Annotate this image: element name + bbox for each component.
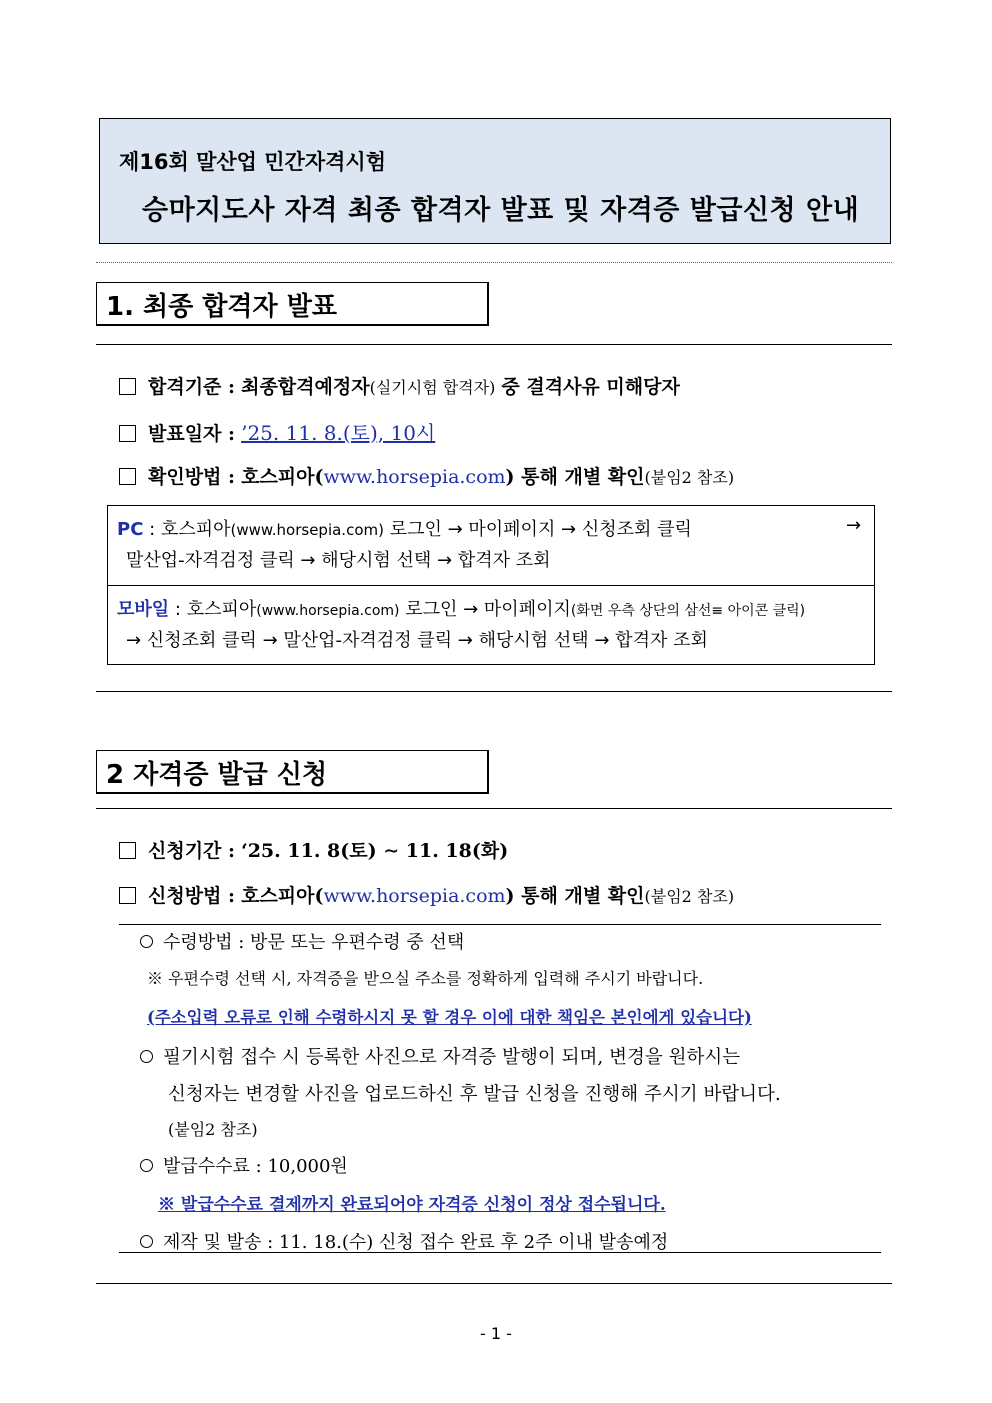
mobile-instructions-line1 [117,595,805,621]
horsepia-link[interactable]: www.horsepia.com [323,466,506,488]
pc-instructions-line2: 말산업-자격검정 클릭 → 해당시험 선택 → 합격자 조회 [126,550,551,571]
box-divider [108,585,874,586]
receive-warning: (주소입력 오류로 인해 수령하시지 못 할 경우 이에 대한 책임은 본인에게 있습니다) [147,1008,752,1027]
apply-method-suffix: ) 통해 개별 확인 [505,885,645,907]
checkbox-icon [119,887,136,904]
sub-divider [119,1252,881,1253]
mobile-label: 모바일 [117,599,170,620]
horsepia-link[interactable]: www.horsepia.com [323,885,506,907]
photo-line1-text: 필기시험 접수 시 등록한 사진으로 자격증 발행이 되며, 변경을 원하시는 [163,1047,741,1068]
announce-date-value: ’25. 11. 8.(토), 10시 [241,421,436,445]
criteria-label: 합격기준 : [148,376,236,398]
check-method-prefix: 호스피아( [241,466,324,488]
bullet-circle-icon [140,935,153,948]
divider [96,344,892,345]
sub-divider [119,924,881,925]
apply-method-label: 신청방법 : [148,885,236,907]
fee-note: ※ 발급수수료 결제까지 완료되어야 자격증 신청이 정상 접수됩니다. [158,1195,666,1215]
apply-period-label: 신청기간 : [148,840,236,862]
mobile-url: (www.horsepia.com) [256,603,400,619]
mobile-step-a: : 호스피아 [174,599,257,620]
apply-method-row [119,881,734,908]
criteria-note: (실기시험 합격자) [369,378,496,397]
fee [140,1152,348,1178]
receive-method-text: 수령방법 : 방문 또는 우편수령 중 선택 [163,932,465,953]
check-method-row [119,462,734,489]
mobile-step-b: 로그인 → 마이페이지 [405,599,571,620]
criteria-row [119,372,680,399]
document-title: 승마지도사 자격 최종 합격자 발표 및 자격증 발급신청 안내 [142,195,860,226]
check-method-label: 확인방법 : [148,466,236,488]
checkbox-icon [119,425,136,442]
apply-period-value: ‘25. 11. 8(토) ∼ 11. 18(화) [241,840,509,862]
mobile-note: (화면 우측 상단의 삼선≡ 아이콘 클릭) [570,603,806,619]
photo-line2: 신청자는 변경할 사진을 업로드하신 후 발급 신청을 진행해 주시기 바랍니다. [168,1084,781,1105]
divider [96,1283,892,1284]
bullet-circle-icon [140,1159,153,1172]
checkbox-icon [119,378,136,395]
divider [96,262,892,263]
photo-line1 [140,1043,740,1069]
page-number: - 1 - [480,1324,512,1343]
apply-method-prefix: 호스피아( [241,885,324,907]
bullet-circle-icon [140,1050,153,1063]
pc-step-b: 로그인 → 마이페이지 → 신청조회 클릭 [389,519,692,540]
receive-note: ※ 우편수령 선택 시, 자격증을 받으실 주소를 정확하게 입력해 주시기 바랍니다. [147,969,704,988]
section2-title: 2 자격증 발급 신청 [106,760,328,790]
section1-title: 1. 최종 합격자 발표 [106,292,337,322]
apply-period-row [119,836,508,863]
receive-method [140,928,464,954]
check-method-suffix: ) 통해 개별 확인 [505,466,645,488]
apply-method-note: (붙임2 참조) [644,887,735,906]
photo-note: (붙임2 참조) [168,1120,258,1139]
checkbox-icon [119,842,136,859]
check-method-note: (붙임2 참조) [644,468,735,487]
pc-step-a: : 호스피아 [149,519,231,540]
bullet-circle-icon [140,1235,153,1248]
exam-title: 제16회 말산업 민간자격시험 [119,150,386,174]
checkbox-icon [119,468,136,485]
pc-url: (www.horsepia.com) [230,521,384,539]
divider [96,691,892,692]
delivery-text: 제작 및 발송 : 11. 18.(수) 신청 접수 완료 후 2주 이내 발송예정 [163,1232,669,1253]
mobile-instructions-line2: → 신청조회 클릭 → 말산업-자격검정 클릭 → 해당시험 선택 → 합격자 조회 [126,630,708,651]
pc-arrow: → [846,515,862,536]
criteria-value: 최종합격예정자 [241,376,370,398]
announce-date-label: 발표일자 : [148,423,236,445]
pc-label: PC [117,519,144,540]
delivery [140,1228,668,1254]
announce-date-row [119,417,435,446]
criteria-value-rest: 중 결격사유 미해당자 [501,376,680,398]
pc-instructions-line1 [117,515,692,541]
divider [96,808,892,809]
fee-text: 발급수수료 : 10,000원 [163,1156,348,1177]
